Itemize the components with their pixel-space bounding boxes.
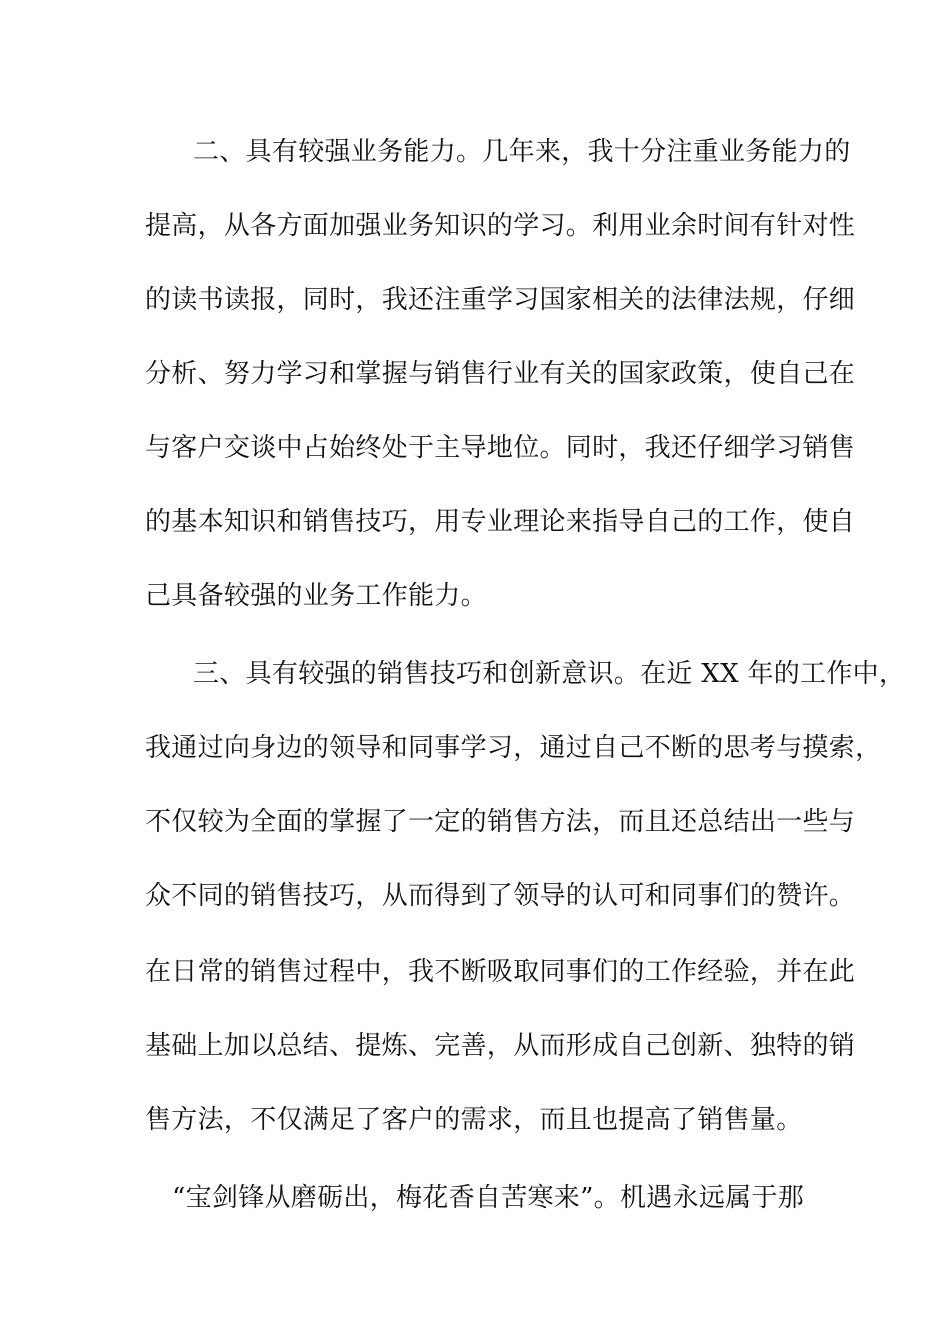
paragraph-3-line-2: 我通过向身边的领导和同事学习，通过自己不断的思考与摸索， (145, 733, 882, 763)
paragraph-3-line-5: 在日常的销售过程中，我不断吸取同事们的工作经验，并在此 (145, 957, 856, 987)
paragraph-4-line-1: “宝剑锋从磨砺出，梅花香自苦寒来”。机遇永远属于那 (172, 1183, 805, 1213)
paragraph-2-line-6: 的基本知识和销售技巧，用专业理论来指导自己的工作，使自 (145, 507, 856, 537)
paragraph-2-line-7: 己具备较强的业务工作能力。 (145, 581, 487, 611)
paragraph-2-line-2: 提高，从各方面加强业务知识的学习。利用业余时间有针对性 (145, 211, 856, 241)
paragraph-2-line-4: 分析、努力学习和掌握与销售行业有关的国家政策，使自己在 (145, 359, 856, 389)
paragraph-2-line-5: 与客户交谈中占始终处于主导地位。同时，我还仔细学习销售 (145, 433, 856, 463)
paragraph-3-line-7: 售方法，不仅满足了客户的需求，而且也提高了销售量。 (145, 1105, 803, 1135)
paragraph-3-line-4: 众不同的销售技巧，从而得到了领导的认可和同事们的赞许。 (145, 881, 856, 911)
paragraph-3-line-3: 不仅较为全面的掌握了一定的销售方法，而且还总结出一些与 (145, 807, 856, 837)
paragraph-3-line-6: 基础上加以总结、提炼、完善，从而形成自己创新、独特的销 (145, 1031, 856, 1061)
paragraph-3-line-1: 三、具有较强的销售技巧和创新意识。在近 XX 年的工作中， (193, 659, 906, 689)
paragraph-2-line-3: 的读书读报，同时，我还注重学习国家相关的法律法规，仔细 (145, 285, 856, 315)
paragraph-2-line-1: 二、具有较强业务能力。几年来，我十分注重业务能力的 (193, 137, 851, 167)
